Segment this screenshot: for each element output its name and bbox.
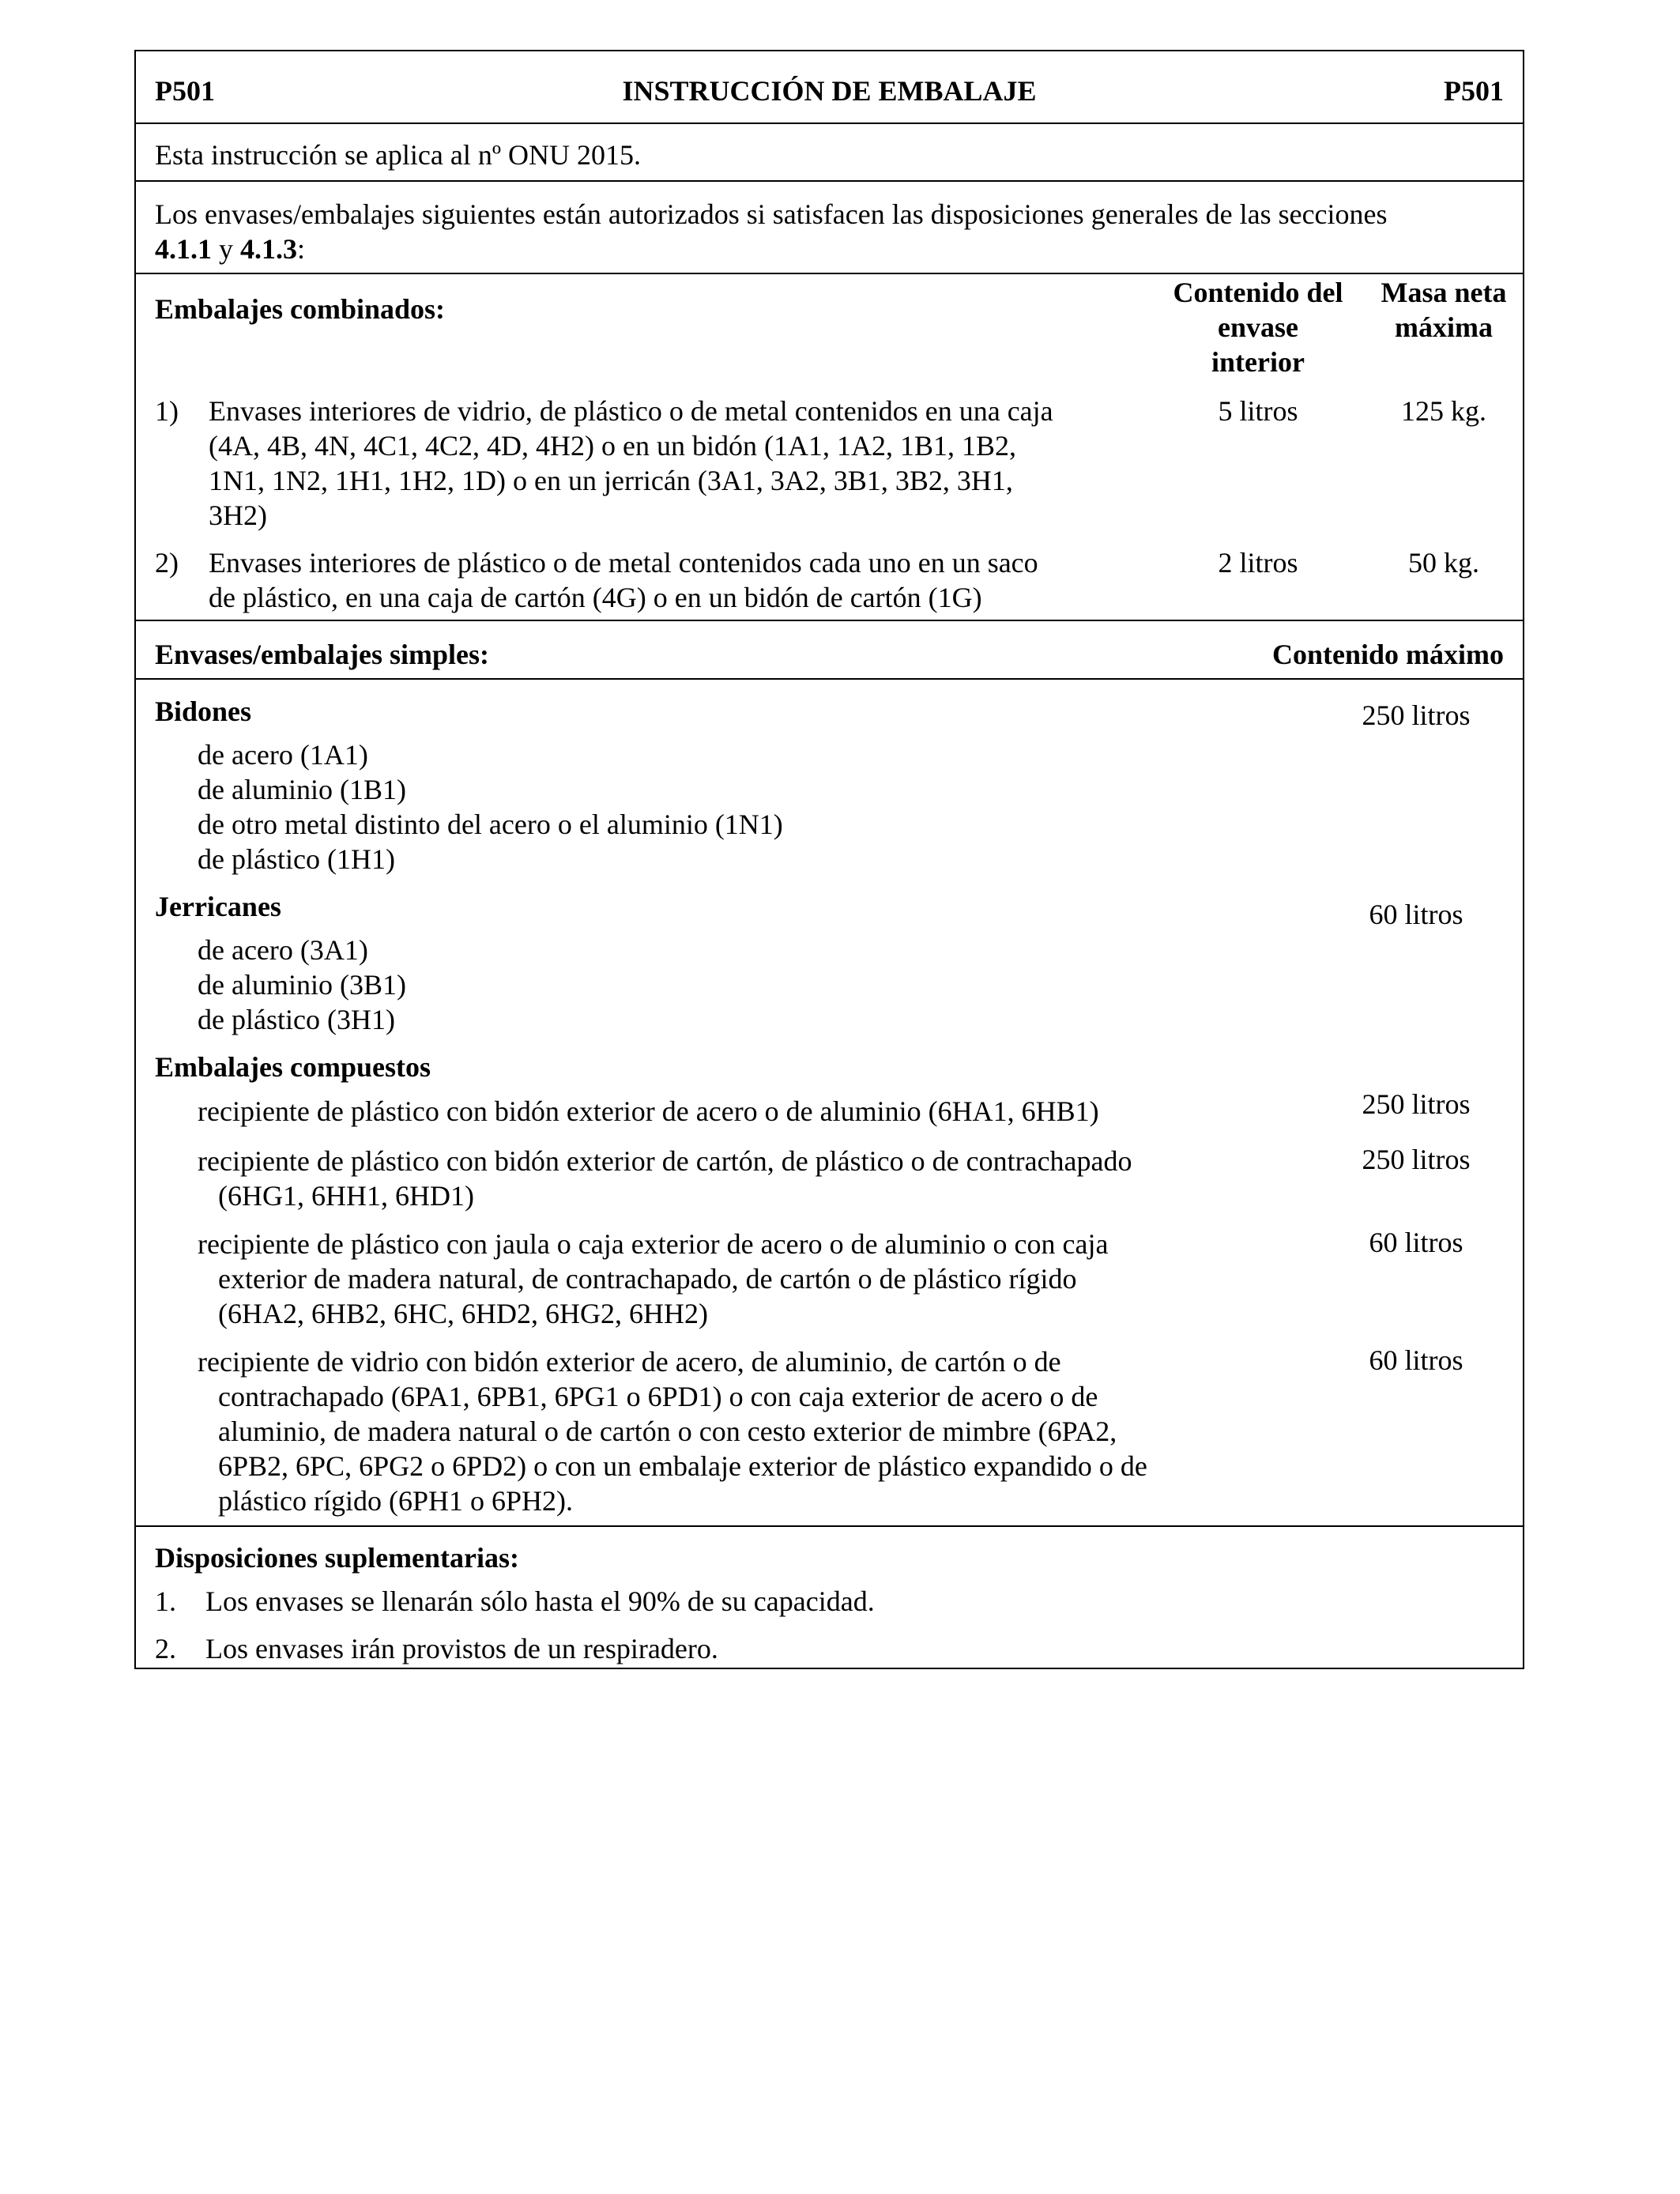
divider [136, 678, 1523, 680]
max-content-value: 60 litros [1369, 899, 1463, 930]
applies-text: Esta instrucción se aplica al nº ONU 2015. [155, 139, 642, 171]
col-inner-header: interior [1211, 346, 1305, 378]
col-inner-header: Contenido del [1173, 277, 1343, 308]
drum-item: de aluminio (1B1) [198, 774, 406, 805]
jerrican-item: de aluminio (3B1) [198, 969, 406, 1001]
col-mass-header: Masa neta [1381, 277, 1507, 308]
section-ref: 4.1.1 [155, 233, 212, 265]
intro-conjunction: y [212, 233, 240, 265]
max-content-value: 60 litros [1369, 1344, 1463, 1376]
item-number: 2) [155, 547, 179, 579]
intro-text: Los envases/embalajes siguientes están autorizados si satisfacen las disposiciones generales de las secciones [155, 198, 1388, 230]
item-number: 1) [155, 395, 179, 427]
jerrican-item: de acero (3A1) [198, 934, 368, 966]
composite-line: (6HG1, 6HH1, 6HD1) [218, 1180, 474, 1212]
max-content-value: 250 litros [1362, 1088, 1471, 1120]
drum-item: de plástico (1H1) [198, 843, 395, 875]
composite-line: 6PB2, 6PC, 6PG2 o 6PD2) o con un embalaje exterior de plástico expandido o de [218, 1450, 1147, 1482]
intro-colon: : [297, 233, 306, 265]
max-content-value: 250 litros [1362, 699, 1471, 731]
col-inner-header: envase [1218, 311, 1298, 343]
max-content-value: 250 litros [1362, 1144, 1471, 1175]
composite-line: recipiente de plástico con jaula o caja exterior de acero o de aluminio o con caja [198, 1228, 1109, 1260]
max-content-value: 60 litros [1369, 1227, 1463, 1258]
item-line: Envases interiores de vidrio, de plástico o de metal contenidos en una caja [209, 395, 1053, 427]
item-line: (4A, 4B, 4N, 4C1, 4C2, 4D, 4H2) o en un bidón (1A1, 1A2, 1B1, 1B2, [209, 430, 1016, 462]
drum-item: de otro metal distinto del acero o el aluminio (1N1) [198, 809, 783, 840]
composite-heading: Embalajes compuestos [155, 1051, 431, 1083]
header-code-left: P501 [155, 75, 215, 107]
composite-line: exterior de madera natural, de contrachapado, de cartón o de plástico rígido [218, 1263, 1077, 1295]
jerrican-item: de plástico (3H1) [198, 1004, 395, 1035]
item-line: 3H2) [209, 499, 267, 531]
col-max-header: Contenido máximo [1271, 639, 1504, 670]
composite-line: recipiente de vidrio con bidón exterior de acero, de aluminio, de cartón o de [198, 1346, 1061, 1378]
supplementary-heading: Disposiciones suplementarias: [155, 1542, 520, 1574]
packing-instruction-table [134, 50, 1524, 1669]
intro-sections [155, 232, 305, 266]
composite-line: plástico rígido (6PH1 o 6PH2). [218, 1485, 573, 1517]
inner-content-value: 5 litros [1218, 395, 1298, 427]
composite-line: recipiente de plástico con bidón exterior de cartón, de plástico o de contrachapado [198, 1145, 1132, 1177]
item-line: 1N1, 1N2, 1H1, 1H2, 1D) o en un jerricán (3A1, 3A2, 3B1, 3B2, 3H1, [209, 465, 1013, 496]
divider [136, 273, 1523, 274]
provision-number: 2. [155, 1633, 176, 1664]
composite-line: aluminio, de madera natural o de cartón o con cesto exterior de mimbre (6PA2, [218, 1416, 1117, 1447]
drums-heading: Bidones [155, 696, 252, 727]
net-mass-value: 125 kg. [1401, 395, 1486, 427]
combined-heading: Embalajes combinados: [155, 293, 446, 325]
drum-item: de acero (1A1) [198, 739, 368, 771]
divider [136, 123, 1523, 124]
item-line: Envases interiores de plástico o de metal contenidos cada uno en un saco [209, 547, 1038, 579]
single-heading: Envases/embalajes simples: [155, 639, 489, 670]
jerricans-heading: Jerricanes [155, 891, 281, 922]
header-code-right: P501 [1444, 75, 1504, 107]
divider [136, 620, 1523, 621]
item-line: de plástico, en una caja de cartón (4G) o en un bidón de cartón (1G) [209, 582, 982, 613]
divider [136, 1525, 1523, 1527]
divider [136, 180, 1523, 182]
inner-content-value: 2 litros [1218, 547, 1298, 579]
header-title: INSTRUCCIÓN DE EMBALAJE [622, 75, 1037, 107]
net-mass-value: 50 kg. [1408, 547, 1479, 579]
composite-line: contrachapado (6PA1, 6PB1, 6PG1 o 6PD1) o con caja exterior de acero o de [218, 1381, 1098, 1412]
section-ref: 4.1.3 [240, 233, 297, 265]
col-mass-header: máxima [1395, 311, 1493, 343]
provision-text: Los envases se llenarán sólo hasta el 90% de su capacidad. [205, 1585, 875, 1617]
composite-line: (6HA2, 6HB2, 6HC, 6HD2, 6HG2, 6HH2) [218, 1298, 708, 1329]
provision-number: 1. [155, 1585, 176, 1617]
provision-text: Los envases irán provistos de un respiradero. [205, 1633, 718, 1664]
composite-line: recipiente de plástico con bidón exterior de acero o de aluminio (6HA1, 6HB1) [198, 1095, 1099, 1127]
